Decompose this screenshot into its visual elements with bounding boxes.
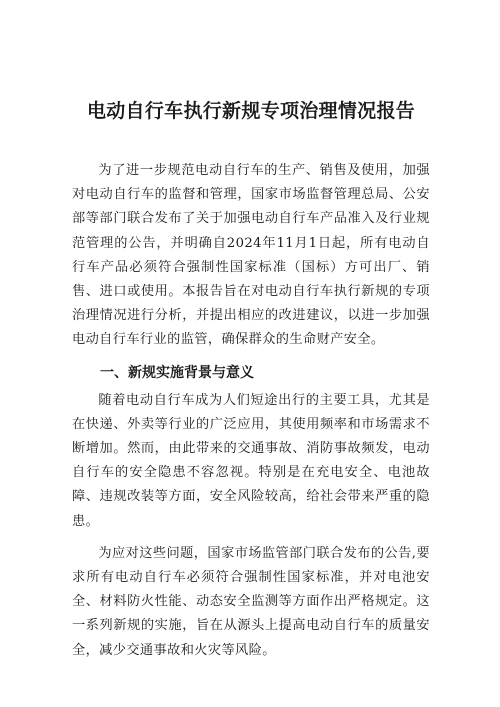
document-title: 电动自行车执行新规专项治理情况报告 [86,100,416,122]
body-paragraph: 为应对这些问题，国家市场监管部门联合发布的公告,要求所有电动自行车必须符合强制性国家标准，并对电池安全、材料防火性能、动态安全监测等方面作出严格规定。这一系列新规的实施，旨在从源头上提高电动自行车的质量安全，减少交通事故和火灾等风险。 [72,545,430,658]
body-paragraph: 随着电动自行车成为人们短途出行的主要工具，尤其是在快递、外卖等行业的广泛应用，其使用频率和市场需求不断增加。然而，由此带来的交通事故、消防事故频发，电动自行车的安全隐患不容忽视。特别是在充电安全、电池故障、违规改装等方面，安全风险较高，给社会带来严重的隐患。 [72,392,430,529]
section-heading: 一、新规实施背景与意义 [100,364,254,381]
intro-paragraph: 为了进一步规范电动自行车的生产、销售及使用，加强对电动自行车的监督和管理，国家市场监督管理总局、公安部等部门联合发布了关于加强电动自行车产品准入及行业规范管理的公告，并明确自2024年11月1日起，所有电动自行车产品必须符合强制性国家标准（国标）方可出厂、销售、进口或使用。本报告旨在对电动自行车执行新规的专项治理情况进行分析，并提出相应的改进建议，以进一步加强电动自行车行业的监管，确保群众的生命财产安全。 [72,163,430,348]
